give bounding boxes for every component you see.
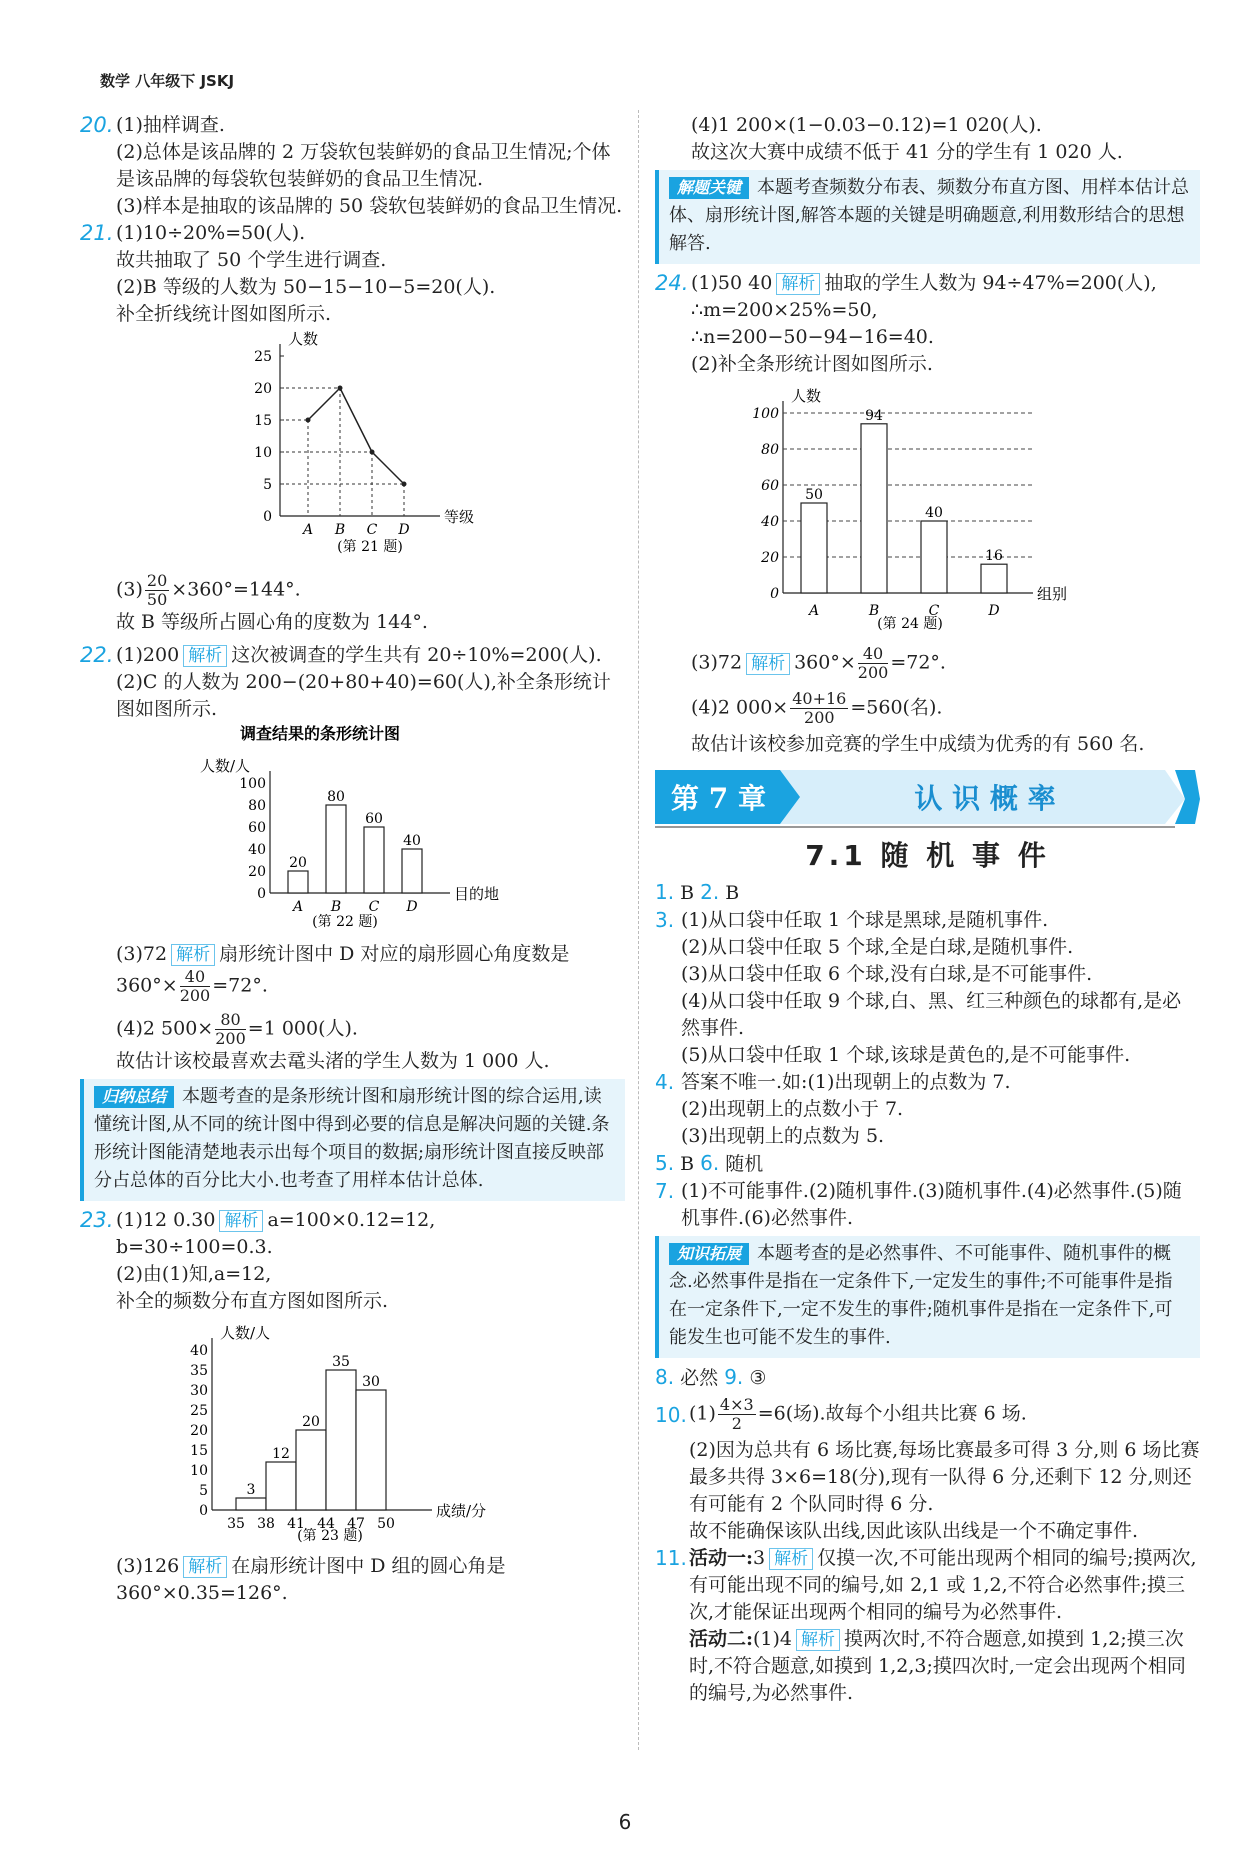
- summary-box: [80, 1079, 625, 1201]
- chart-q21: [80, 328, 625, 558]
- frac-den: 200: [215, 1029, 246, 1048]
- ans-7-text: (1)不可能事件.(2)随机事件.(3)随机事件.(4)必然事件.(5)随机事件.(6)必然事件.: [681, 1180, 1182, 1229]
- x-tick-label: A: [292, 899, 304, 915]
- q23-l1a: (1)12 0.30: [116, 1209, 216, 1231]
- act2-text: 摸两次时,不符合题意,如摸到 1,2;摸三次时,不符合题意,如摸到 1,2,3;摸四次时,一定会出现两个相同的编号,为必然事件.: [689, 1628, 1186, 1704]
- ans-1-2: [655, 879, 1200, 907]
- frac-den: 200: [179, 986, 211, 1005]
- y-tick-label: 100: [239, 776, 266, 792]
- q20-line3: (3)样本是抽取的该品牌的 50 袋软包装鲜奶的食品卫生情况.: [116, 195, 623, 217]
- q20-line2: (2)总体是该品牌的 2 万袋软包装鲜奶的食品卫生情况;个体是该品牌的每袋软包装鲜奶的食品卫生情况.: [116, 141, 611, 190]
- bar-value-label: 3: [246, 1482, 256, 1498]
- act1-text: 仅摸一次,不可能出现两个相同的编号;摸两次,有可能出现不同的编号,如 2,1 或 1,2,不符合必然事件;摸三次,才能保证出现两个相同的编号为必然事件.: [689, 1547, 1197, 1623]
- y-tick-label: 15: [190, 1443, 208, 1459]
- y-tick-label: 80: [248, 798, 266, 814]
- a10-l1a: (1): [689, 1402, 716, 1425]
- q21-line6: 故 B 等级所占圆心角的度数为 144°.: [116, 611, 428, 633]
- ans-4-line1: (2)出现朝上的点数小于 7.: [681, 1098, 904, 1120]
- q24-l1a: (1)50 40: [691, 272, 773, 294]
- fraction: [180, 968, 211, 1005]
- x-tick-label: C: [366, 522, 378, 538]
- q22-line5: 故估计该校最喜欢去鼋头渚的学生人数为 1 000 人.: [116, 1050, 550, 1072]
- ans-3-line1: (2)从口袋中任取 5 个球,全是白球,是随机事件.: [681, 936, 1074, 958]
- q24-l5b: 360°×: [794, 651, 856, 674]
- x-axis-label: 组别: [1037, 585, 1068, 603]
- jiexi-tag: 解析: [776, 273, 820, 295]
- bar-value-label: 80: [327, 789, 345, 805]
- page-header: 数学 八年级下 JSKJ: [100, 72, 235, 90]
- x-tick-label: B: [330, 899, 342, 915]
- q23-l5a: (3)126: [116, 1555, 180, 1577]
- jiexi-tag: 解析: [769, 1548, 813, 1570]
- ans-10: [655, 1396, 1200, 1545]
- bar-value-label: 20: [289, 855, 307, 871]
- bar: [921, 521, 947, 593]
- bar: [402, 849, 422, 893]
- bar-value-label: 12: [272, 1446, 290, 1462]
- q22: [80, 642, 625, 1201]
- frac-num: 40+16: [792, 689, 847, 708]
- y-axis-label: 人数: [288, 330, 319, 348]
- ans-num: 7.: [655, 1179, 675, 1203]
- x-tick-label: 41: [287, 1516, 305, 1532]
- y-tick-label: 15: [254, 413, 272, 429]
- bar-value-label: 94: [865, 407, 883, 424]
- x-tick-label: C: [928, 603, 940, 619]
- x-tick-label: D: [988, 603, 1000, 619]
- q22-l3a: (3)72: [116, 943, 168, 965]
- q21-line4: 补全折线统计图如图所示.: [116, 303, 332, 325]
- q24-l5a: (3)72: [691, 651, 743, 674]
- y-tick-label: 0: [199, 1503, 208, 1519]
- column-divider: [638, 110, 639, 1750]
- q21: [80, 220, 625, 636]
- y-tick-label: 35: [190, 1363, 208, 1379]
- x-tick-label: C: [368, 899, 380, 915]
- left-column: [80, 112, 625, 1607]
- bar-value-label: 30: [362, 1374, 380, 1390]
- y-tick-label: 0: [770, 586, 779, 602]
- section-title: 7.1 随 机 事 件: [805, 839, 1050, 872]
- x-axis-label: 等级: [444, 508, 475, 526]
- frac-num: 20: [146, 571, 168, 590]
- x-axis-label: 目的地: [454, 885, 500, 903]
- x-tick-label: B: [868, 603, 880, 619]
- jiexi-tag: 解析: [746, 653, 790, 675]
- chart-q24: [655, 378, 1200, 633]
- q22-number: 22.: [80, 643, 114, 667]
- chart-q23: [80, 1315, 625, 1545]
- ans-val: B: [680, 882, 695, 904]
- frac-den: 50: [146, 590, 168, 609]
- ans-3-line2: (3)从口袋中任取 6 个球,没有白球,是不可能事件.: [681, 963, 1093, 985]
- ans-num: 6.: [700, 1151, 720, 1175]
- q24-line7: 故估计该校参加竞赛的学生中成绩为优秀的有 560 名.: [691, 733, 1145, 755]
- q24-line6: [655, 690, 1200, 727]
- fraction: [145, 572, 169, 609]
- data-point: [338, 386, 343, 391]
- q22-l1a: (1)200: [116, 644, 180, 666]
- x-tick-label: D: [398, 522, 410, 538]
- histogram-bar: [236, 1498, 266, 1510]
- q22-line3: [80, 941, 625, 1005]
- q24-line3: ∴n=200−50−94−16=40.: [691, 326, 934, 348]
- y-tick-label: 25: [190, 1403, 208, 1419]
- q20-line1: (1)抽样调查.: [116, 114, 225, 136]
- knowledge-box: [655, 1236, 1200, 1358]
- frac-den: 200: [804, 708, 835, 727]
- ans-val: ③: [749, 1367, 767, 1389]
- y-tick-label: 0: [257, 886, 266, 902]
- bar-value-label: 20: [302, 1414, 320, 1430]
- q24-number: 24.: [655, 271, 689, 295]
- x-tick-label: 47: [347, 1516, 365, 1532]
- ans-num: 5.: [655, 1151, 675, 1175]
- ans-num: 10.: [655, 1403, 687, 1427]
- q23-line2: b=30÷100=0.3.: [116, 1236, 273, 1258]
- y-tick-label: 5: [263, 477, 272, 493]
- ans-num: 2.: [700, 880, 720, 904]
- q24-l6b: =560(名).: [850, 696, 943, 719]
- bar-value-label: 50: [805, 487, 823, 503]
- ans-num: 11.: [655, 1546, 687, 1570]
- chart-caption: (第 22 题): [312, 914, 378, 930]
- chapter-banner: [655, 766, 1200, 828]
- right-column: [655, 112, 1200, 1707]
- ans-11-act2: [655, 1626, 1200, 1707]
- q21-line2: 故共抽取了 50 个学生进行调查.: [116, 249, 387, 271]
- key-text: 本题考查频数分布表、频数分布直方图、用样本估计总体、扇形统计图,解答本题的关键是明确题意,利用数形结合的思想解答.: [669, 177, 1190, 254]
- y-tick-label: 40: [190, 1343, 208, 1359]
- q23-cont-line2: 故这次大赛中成绩不低于 41 分的学生有 1 020 人.: [691, 141, 1123, 163]
- x-tick-label: 44: [317, 1516, 335, 1532]
- y-tick-label: 20: [248, 864, 266, 880]
- bar: [326, 805, 346, 893]
- chart-caption: (第 23 题): [297, 1528, 363, 1544]
- frac-num: 80: [215, 1011, 246, 1030]
- ans-4-line0: 答案不唯一.如:(1)出现朝上的点数为 7.: [681, 1071, 1011, 1093]
- histogram-bar: [356, 1390, 386, 1510]
- key-box: [655, 170, 1200, 264]
- jiexi-tag: 解析: [796, 1629, 840, 1651]
- data-point: [306, 418, 311, 423]
- chapter-label: 第 7 章: [671, 782, 766, 815]
- ans-val: 随机: [725, 1153, 764, 1175]
- q23-cont-line1: (4)1 200×(1−0.03−0.12)=1 020(人).: [691, 114, 1042, 136]
- q23-line1: [80, 1207, 625, 1234]
- q21-line5: [80, 572, 625, 609]
- q24: [655, 270, 1200, 758]
- q21-l5a: (3): [116, 578, 143, 601]
- y-tick-label: 40: [248, 842, 266, 858]
- series-line: [308, 388, 404, 484]
- frac-num: 4×3: [719, 1395, 754, 1414]
- q22-l4b: =1 000(人).: [247, 1017, 358, 1040]
- ans-7: [655, 1178, 1200, 1232]
- act1-heading: 活动一:: [689, 1547, 754, 1569]
- bar-value-label: 40: [403, 833, 421, 849]
- x-tick-label: 50: [377, 1516, 395, 1532]
- y-axis-label: 人数: [791, 387, 822, 405]
- chapter-title: 认 识 概 率: [914, 782, 1056, 815]
- bar-value-label: 60: [365, 811, 383, 827]
- ans-10-line1: [655, 1396, 1200, 1433]
- data-point: [370, 450, 375, 455]
- ans-3: [655, 907, 1200, 1069]
- q22-l3c: =72°.: [212, 974, 268, 997]
- page-number: 6: [618, 1810, 632, 1834]
- data-point: [402, 482, 407, 487]
- act2-val: (1)4: [753, 1628, 793, 1650]
- ans-11-act1: [655, 1545, 1200, 1626]
- q22-line2: (2)C 的人数为 200−(20+80+40)=60(人),补全条形统计图如图所示.: [116, 671, 611, 720]
- q22-l4a: (4)2 500×: [116, 1017, 214, 1040]
- ans-8-9: [655, 1364, 1200, 1392]
- y-tick-label: 20: [190, 1423, 208, 1439]
- q24-line4: (2)补全条形统计图如图所示.: [691, 353, 933, 375]
- frac-num: 40: [858, 645, 889, 664]
- ans-3-line0: (1)从口袋中任取 1 个球是黑球,是随机事件.: [681, 909, 1049, 931]
- x-tick-label: A: [302, 522, 314, 538]
- fraction: [215, 1011, 246, 1048]
- y-axis-label: 人数/人: [200, 757, 251, 775]
- x-tick-label: A: [808, 603, 820, 619]
- y-tick-label: 80: [761, 442, 779, 458]
- bar: [364, 827, 384, 893]
- jiexi-tag: 解析: [219, 1210, 263, 1232]
- ans-num: 9.: [724, 1365, 744, 1389]
- ans-val: 必然: [680, 1367, 719, 1389]
- ans-4: [655, 1069, 1200, 1150]
- ans-10-line3: 故不能确保该队出线,因此该队出线是一个不确定事件.: [689, 1520, 1139, 1542]
- ans-3-line4: (5)从口袋中任取 1 个球,该球是黄色的,是不可能事件.: [681, 1044, 1131, 1066]
- knowledge-tag: 知识拓展: [669, 1243, 749, 1265]
- y-tick-label: 30: [190, 1383, 208, 1399]
- bar-value-label: 16: [985, 548, 1003, 565]
- q21-l5b: ×360°=144°.: [171, 578, 301, 601]
- q23-number: 23.: [80, 1208, 114, 1232]
- act2-heading: 活动二:: [689, 1628, 754, 1650]
- q21-line3: (2)B 等级的人数为 50−15−10−5=20(人).: [116, 276, 496, 298]
- x-tick-label: 35: [227, 1516, 245, 1532]
- jiexi-tag: 解析: [171, 944, 215, 966]
- q23-l1b: a=100×0.12=12,: [267, 1209, 436, 1231]
- q22-line1: [80, 642, 625, 669]
- summary-tag: 归纳总结: [94, 1086, 174, 1108]
- fraction: [858, 645, 889, 682]
- q24-line2: ∴m=200×25%=50,: [691, 299, 878, 321]
- y-tick-label: 0: [263, 509, 272, 525]
- q23-line3: (2)由(1)知,a=12,: [116, 1263, 272, 1285]
- q24-line1: [655, 270, 1200, 297]
- chapter-banner-graphic: [655, 766, 1200, 828]
- y-tick-label: 40: [761, 514, 779, 530]
- q21-number: 21.: [80, 221, 114, 245]
- summary-text: 本题考查的是条形统计图和扇形统计图的综合运用,读懂统计图,从不同的统计图中得到必要的信息是解决问题的关键.条形统计图能清楚地表示出每个项目的数据;扇形统计图直接反映部分占总体的百分比大小.也考查了用样本估计总体.: [94, 1086, 610, 1191]
- x-axis-label: 成绩/分: [436, 1502, 487, 1520]
- q20-number: 20.: [80, 113, 114, 137]
- bar-value-label: 35: [332, 1354, 350, 1370]
- fraction: [790, 690, 848, 727]
- histogram-bar: [266, 1462, 296, 1510]
- histogram-bar: [326, 1370, 356, 1510]
- q23-line4: 补全的频数分布直方图如图所示.: [116, 1290, 389, 1312]
- bar: [801, 503, 827, 593]
- q20: [80, 112, 625, 220]
- y-tick-label: 100: [752, 406, 779, 422]
- ans-num: 1.: [655, 880, 675, 904]
- q23-line5: [80, 1553, 625, 1607]
- y-tick-label: 20: [761, 550, 779, 566]
- ans-num: 8.: [655, 1365, 675, 1389]
- q22-line4: [80, 1011, 625, 1048]
- bar: [981, 564, 1007, 593]
- fraction: [718, 1396, 756, 1433]
- y-tick-label: 10: [254, 445, 272, 461]
- q23-l5b: 在扇形统计图中 D 组的圆心角是 360°×0.35=126°.: [116, 1555, 506, 1604]
- q24-l1b: 抽取的学生人数为 94÷47%=200(人),: [824, 272, 1157, 294]
- y-tick-label: 25: [254, 349, 272, 365]
- ans-num: 3.: [655, 908, 675, 932]
- y-tick-label: 10: [190, 1463, 208, 1479]
- frac-den: 2: [731, 1414, 742, 1433]
- y-tick-label: 5: [199, 1483, 208, 1499]
- ans-11: [655, 1545, 1200, 1707]
- x-tick-label: D: [406, 899, 418, 915]
- frac-den: 200: [857, 663, 889, 682]
- bar: [861, 424, 887, 593]
- histogram-bar: [296, 1430, 326, 1510]
- x-tick-label: B: [334, 522, 346, 538]
- ans-val: B: [680, 1153, 695, 1175]
- ans-val: B: [725, 882, 740, 904]
- chart-title: 调查结果的条形统计图: [239, 724, 401, 743]
- chart-caption: (第 24 题): [877, 616, 943, 632]
- x-tick-label: 38: [257, 1516, 275, 1532]
- q22-l3b: 扇形统计图中 D 对应的扇形圆心角度数是 360°×: [116, 943, 570, 997]
- ans-4-line2: (3)出现朝上的点数为 5.: [681, 1125, 885, 1147]
- jiexi-tag: 解析: [183, 645, 227, 667]
- ans-5-6: [655, 1150, 1200, 1178]
- jiexi-tag: 解析: [183, 1556, 227, 1578]
- chart-caption: (第 21 题): [337, 539, 403, 555]
- bar: [288, 871, 308, 893]
- q24-line5: [655, 645, 1200, 682]
- ans-10-line2: (2)因为总共有 6 场比赛,每场比赛最多可得 3 分,则 6 场比赛最多共得 3×6=18(分),现有一队得 6 分,还剩下 12 分,则还有可能有 2 个队同时得 6 分.: [689, 1439, 1200, 1515]
- y-axis-label: 人数/人: [220, 1324, 271, 1342]
- y-tick-label: 60: [761, 478, 779, 494]
- q21-line1: (1)10÷20%=50(人).: [116, 222, 306, 244]
- y-tick-label: 60: [248, 820, 266, 836]
- q23: [80, 1207, 625, 1607]
- frac-num: 40: [180, 968, 211, 987]
- key-tag: 解题关键: [669, 177, 749, 199]
- bar-value-label: 40: [925, 505, 943, 521]
- q24-l5c: =72°.: [890, 651, 946, 674]
- ans-num: 4.: [655, 1070, 675, 1094]
- q22-l1b: 这次被调查的学生共有 20÷10%=200(人).: [231, 644, 602, 666]
- chart-q22: [80, 723, 625, 933]
- ans-3-line3: (4)从口袋中任取 9 个球,白、黑、红三种颜色的球都有,是必然事件.: [681, 990, 1182, 1039]
- a10-l1b: =6(场).故每个小组共比赛 6 场.: [757, 1402, 1027, 1425]
- q24-l6a: (4)2 000×: [691, 696, 789, 719]
- knowledge-text: 本题考查的是必然事件、不可能事件、随机事件的概念.必然事件是指在一定条件下,一定发生的事件;不可能事件是指在一定条件下,一定不发生的事件;随机事件是指在一定条件下,可能发生也可能不发生的事件.: [669, 1243, 1173, 1348]
- act1-val: 3: [753, 1547, 766, 1569]
- y-tick-label: 20: [254, 381, 272, 397]
